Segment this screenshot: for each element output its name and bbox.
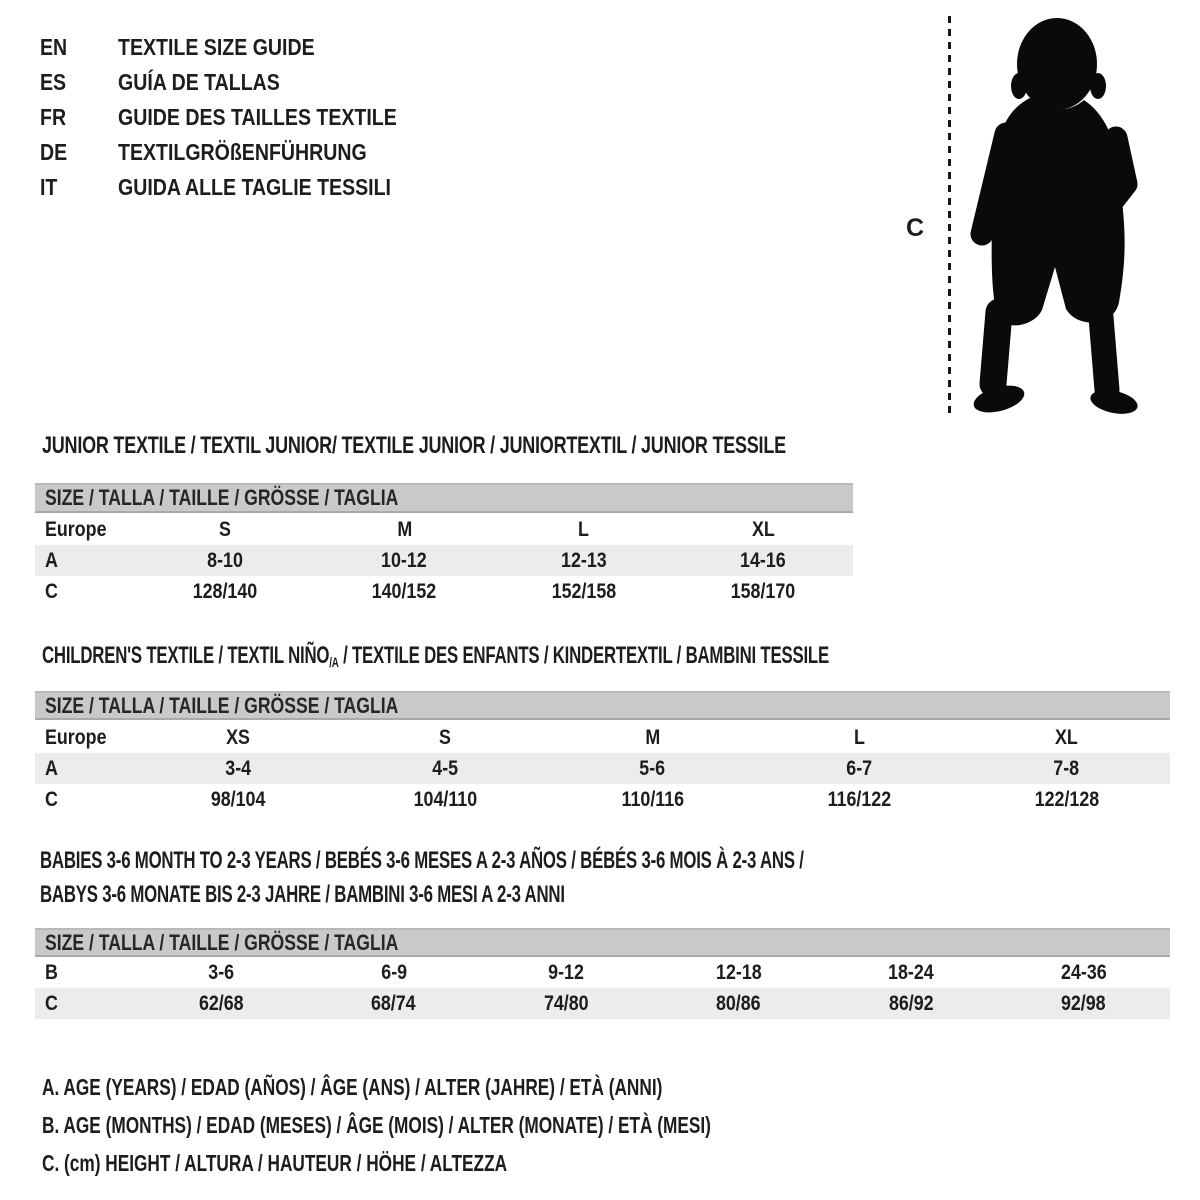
table-row: [35, 784, 1170, 815]
babies-size-bar: SIZE / TALLA / TAILLE / GRÖSSE / TAGLIA: [35, 928, 1170, 957]
cell-text: 12-13: [560, 548, 607, 572]
cell-text: 14-16: [740, 548, 787, 572]
table-cell: [135, 992, 308, 1016]
table-header-cell: [315, 518, 495, 542]
table-cell: [135, 961, 308, 985]
table-cell: [135, 580, 315, 604]
table-cell: [825, 992, 998, 1016]
cell-text: A: [45, 756, 58, 780]
table-row-label: [35, 992, 135, 1016]
table-cell: [653, 961, 826, 985]
language-row-es: [40, 65, 446, 100]
table-cell: [756, 757, 963, 781]
language-code: DE: [40, 139, 68, 165]
cell-text: 98/104: [211, 787, 266, 811]
language-title: GUÍA DE TALLAS: [118, 69, 280, 95]
table-row-label: [35, 757, 135, 781]
language-title: GUIDA ALLE TAGLIE TESSILI: [118, 174, 391, 200]
babies-size-table: [35, 957, 1170, 1019]
language-row-fr: [40, 100, 446, 135]
babies-section-heading: BABIES 3-6 MONTH TO 2-3 YEARS / BEBÉS 3-6 MESES A 2-3 AÑOS / BÉBÉS 3-6 MOIS À 2-3 ANS / BABYS 3-6 MONATE BIS 2-3 JAHRE / BAMBINI 3-6 MESI A 2-3 ANNI: [40, 847, 804, 908]
cell-text: 68/74: [371, 991, 417, 1015]
table-cell: [342, 757, 549, 781]
cell-text: 6-7: [846, 756, 873, 780]
cell-text: 140/152: [371, 579, 437, 603]
table-cell: [135, 757, 342, 781]
cell-text: 92/98: [1061, 991, 1107, 1015]
table-header-cell: [135, 726, 342, 750]
cell-text: 158/170: [730, 579, 796, 603]
table-row-label: [35, 580, 135, 604]
table-cell: [480, 961, 653, 985]
table-row-label: [35, 961, 135, 985]
silhouette-ear-left: [1011, 73, 1027, 99]
cell-text: 5-6: [639, 756, 666, 780]
cell-text: 152/158: [551, 579, 617, 603]
table-cell: [315, 549, 495, 573]
language-list: [40, 30, 446, 205]
table-cell: [480, 992, 653, 1016]
cell-text: A: [45, 548, 58, 572]
table-cell: [308, 961, 481, 985]
cell-text: L: [578, 517, 590, 541]
cell-text: 62/68: [198, 991, 244, 1015]
table-cell: [963, 788, 1170, 812]
table-cell: [315, 580, 495, 604]
cell-text: 9-12: [548, 960, 585, 984]
table-cell: [653, 992, 826, 1016]
table-header-row: [35, 722, 1170, 753]
cell-text: 12-18: [715, 960, 762, 984]
cell-text: 3-6: [208, 960, 235, 984]
table-header-cell: [674, 518, 854, 542]
cell-text: Europe: [45, 725, 107, 749]
table-header-cell: [963, 726, 1170, 750]
cell-text: 104/110: [413, 787, 478, 811]
table-cell: [135, 788, 342, 812]
height-measure-label: C: [906, 214, 925, 242]
language-row-de: [40, 135, 446, 170]
table-cell: [494, 580, 674, 604]
cell-text: C: [45, 991, 58, 1015]
language-row-it: [40, 170, 446, 205]
children-size-table: [35, 722, 1170, 815]
footnote-c: C. (cm) HEIGHT / ALTURA / HAUTEUR / HÖHE / ALTEZZA: [42, 1149, 508, 1176]
cell-text: B: [45, 960, 58, 984]
table-row: [35, 753, 1170, 784]
silhouette-head: [1017, 18, 1097, 110]
table-row-label: [35, 549, 135, 573]
cell-text: 3-4: [225, 756, 252, 780]
cell-text: Europe: [45, 517, 107, 541]
table-header-cell: [342, 726, 549, 750]
language-code: IT: [40, 174, 58, 200]
table-header-cell: [756, 726, 963, 750]
cell-text: XL: [1055, 725, 1078, 749]
cell-text: 6-9: [380, 960, 407, 984]
cell-text: 8-10: [206, 548, 243, 572]
cell-text: 10-12: [381, 548, 428, 572]
nino-a-subscript: /A: [329, 654, 339, 670]
table-cell: [998, 961, 1171, 985]
table-cell: [963, 757, 1170, 781]
cell-text: S: [439, 725, 452, 749]
footnote-a: A. AGE (YEARS) / EDAD (AÑOS) / ÂGE (ANS) / ALTER (JAHRE) / ETÀ (ANNI): [42, 1073, 663, 1100]
cell-text: 18-24: [888, 960, 935, 984]
footnotes: [42, 1068, 934, 1182]
table-row-label: [35, 788, 135, 812]
table-cell: [674, 580, 854, 604]
footnote-b: B. AGE (MONTHS) / EDAD (MESES) / ÂGE (MOIS) / ALTER (MONATE) / ETÀ (MESI): [42, 1111, 711, 1138]
cell-text: 116/122: [827, 787, 892, 811]
junior-section-heading: JUNIOR TEXTILE / TEXTIL JUNIOR/ TEXTILE JUNIOR / JUNIORTEXTIL / JUNIOR TESSILE: [42, 432, 786, 459]
silhouette-leg-left: [993, 312, 999, 384]
language-code: FR: [40, 104, 67, 130]
cell-text: XS: [226, 725, 251, 749]
height-dotted-line: [948, 16, 951, 416]
silhouette-ear-right: [1090, 73, 1106, 99]
table-cell: [135, 549, 315, 573]
cell-text: S: [218, 517, 231, 541]
table-header-cell: [135, 518, 315, 542]
cell-text: M: [645, 725, 660, 749]
table-cell: [549, 788, 756, 812]
cell-text: 4-5: [432, 756, 459, 780]
table-cell: [674, 549, 854, 573]
junior-size-bar: SIZE / TALLA / TAILLE / GRÖSSE / TAGLIA: [35, 483, 853, 513]
cell-text: 7-8: [1053, 756, 1080, 780]
cell-text: XL: [751, 517, 775, 541]
cell-text: 86/92: [888, 991, 934, 1015]
table-row: [35, 545, 853, 576]
table-cell: [549, 757, 756, 781]
table-header-cell: [494, 518, 674, 542]
table-header-cell: [549, 726, 756, 750]
cell-text: 122/128: [1034, 787, 1099, 811]
children-section-heading: CHILDREN'S TEXTILE / TEXTIL $NIÑO_{/A}$ / TEXTILE DES ENFANTS / KINDERTEXTIL / BAMBINI TESSILE: [42, 642, 829, 670]
language-title: TEXTILGRÖßENFÜHRUNG: [118, 139, 367, 165]
cell-text: 110/116: [621, 787, 684, 811]
cell-text: L: [854, 725, 865, 749]
table-header-cell: [35, 726, 135, 750]
table-header-cell: [35, 518, 135, 542]
table-cell: [342, 788, 549, 812]
cell-text: C: [45, 579, 58, 603]
cell-text: 24-36: [1060, 960, 1107, 984]
table-cell: [998, 992, 1171, 1016]
silhouette-leg-right: [1101, 317, 1107, 390]
table-row: [35, 988, 1170, 1019]
table-row: [35, 576, 853, 607]
junior-size-table: [35, 514, 853, 607]
language-code: ES: [40, 69, 67, 95]
cell-text: 74/80: [543, 991, 589, 1015]
table-cell: [756, 788, 963, 812]
language-code: EN: [40, 34, 68, 60]
table-cell: [825, 961, 998, 985]
language-row-en: [40, 30, 446, 65]
cell-text: C: [45, 787, 58, 811]
cell-text: 128/140: [192, 579, 258, 603]
table-row: [35, 957, 1170, 988]
toddler-silhouette: [966, 12, 1142, 424]
table-cell: [308, 992, 481, 1016]
children-size-bar: SIZE / TALLA / TAILLE / GRÖSSE / TAGLIA: [35, 691, 1170, 720]
language-title: TEXTILE SIZE GUIDE: [118, 34, 315, 60]
table-cell: [494, 549, 674, 573]
language-title: GUIDE DES TAILLES TEXTILE: [118, 104, 397, 130]
table-header-row: [35, 514, 853, 545]
cell-text: 80/86: [716, 991, 762, 1015]
cell-text: M: [396, 517, 412, 541]
